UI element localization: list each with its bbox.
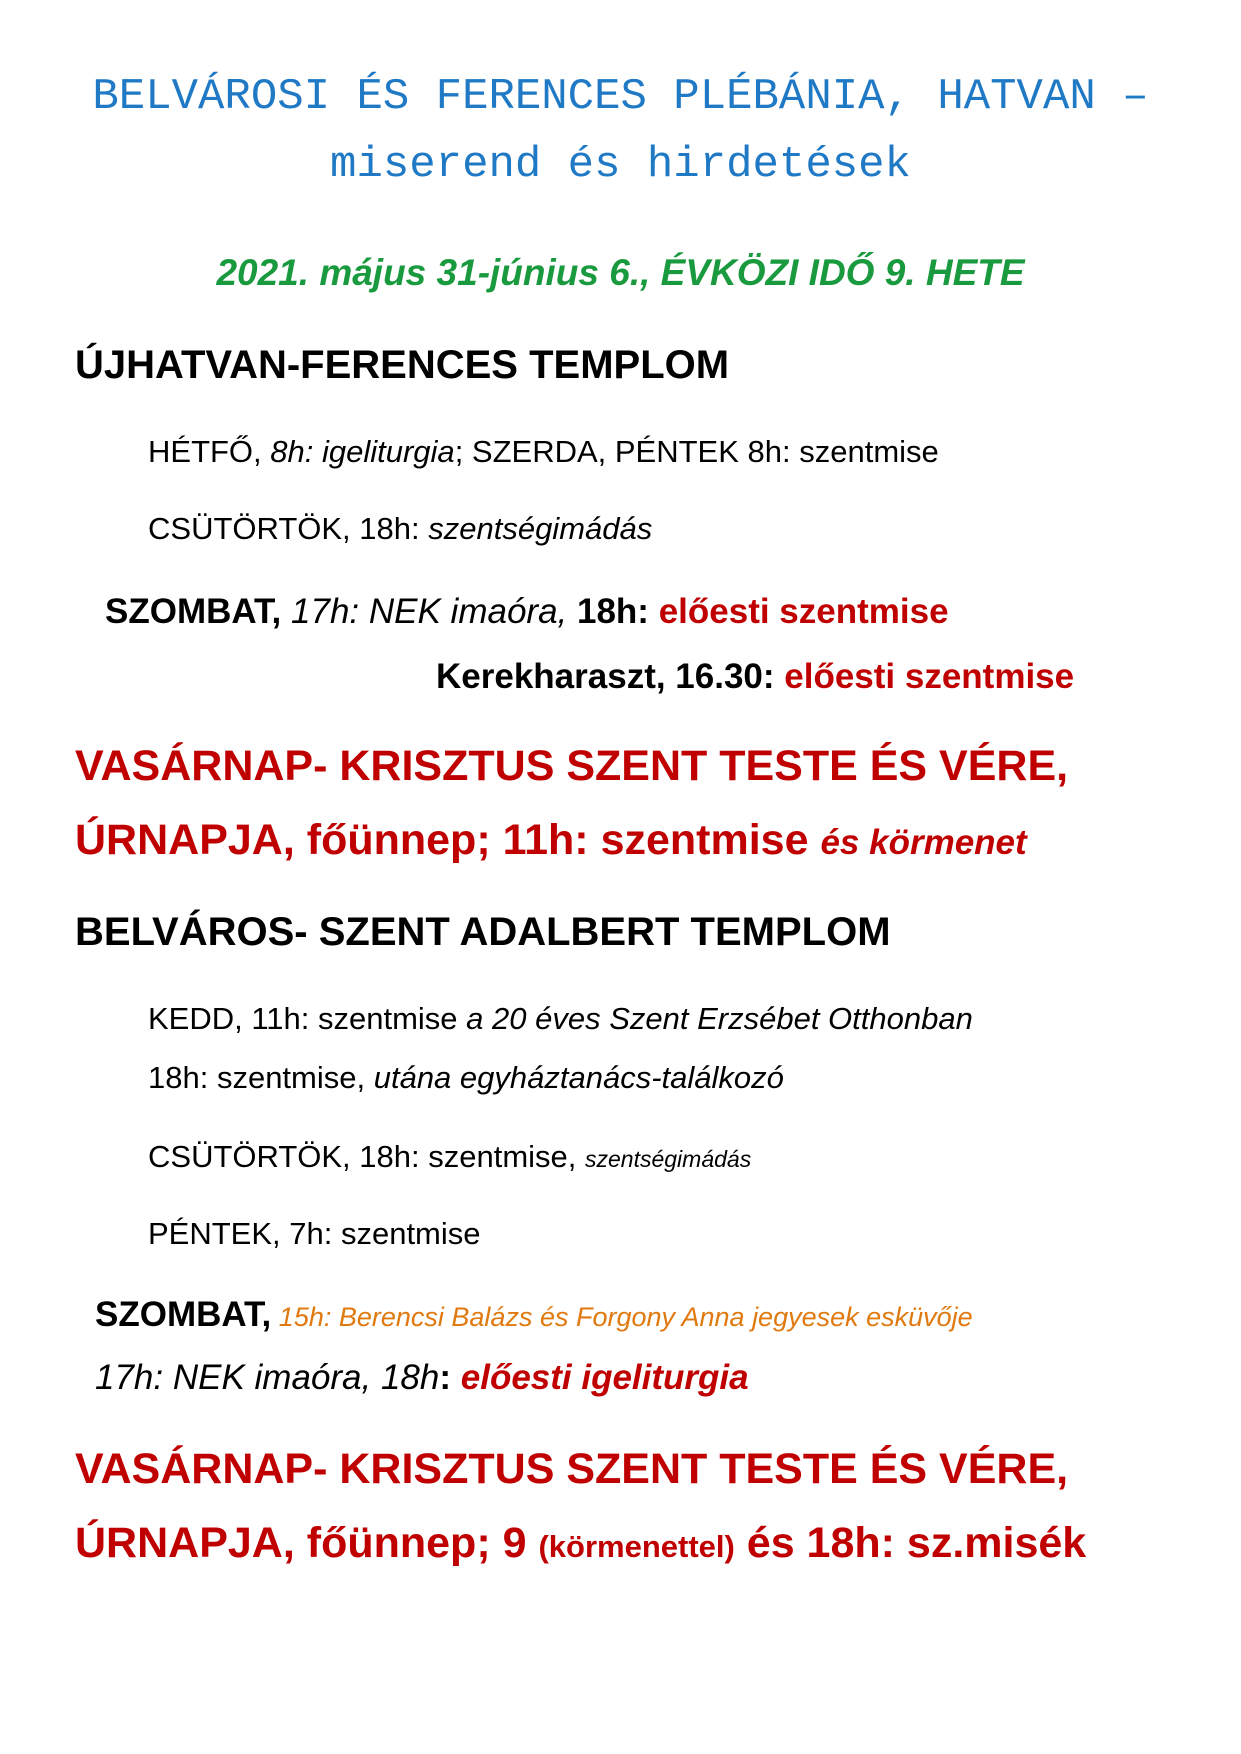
ferences-heading: ÚJHATVAN-FERENCES TEMPLOM	[75, 343, 730, 387]
belvaros-saturday-nek: 17h: NEK imaóra, 18h	[95, 1358, 440, 1397]
ferences-saturday-day: SZOMBAT,	[105, 592, 282, 631]
belvaros-saturday-day: SZOMBAT,	[95, 1295, 272, 1334]
belvaros-friday-line: PÉNTEK, 7h: szentmise	[148, 1216, 481, 1251]
ferences-sunday-feast: ÚRNAPJA, főünnep; 11h: szentmise	[75, 816, 821, 864]
belvaros-thursday-line	[148, 1139, 751, 1175]
belvaros-tuesday-place: a 20 éves Szent Erzsébet Otthonban	[466, 1001, 973, 1036]
ferences-monday-day: HÉTFŐ,	[148, 434, 271, 469]
belvaros-saturday-colon: :	[439, 1358, 452, 1397]
ferences-sunday-procession: és körmenet	[820, 823, 1027, 862]
belvaros-saturday-liturgy: előesti igeliturgia	[451, 1358, 749, 1397]
belvaros-sunday-line2	[75, 1519, 1086, 1568]
kerekharaszt-time: Kerekharaszt, 16.30:	[436, 657, 775, 696]
ferences-thursday-line	[148, 511, 652, 547]
belvaros-thursday-adoration: szentségimádás	[585, 1146, 752, 1172]
page-title: BELVÁROSI ÉS FERENCES PLÉBÁNIA, HATVAN –	[92, 72, 1149, 122]
ferences-thursday-time: CSÜTÖRTÖK, 18h:	[148, 511, 429, 546]
ferences-sunday-line1: VASÁRNAP- KRISZTUS SZENT TESTE ÉS VÉRE,	[75, 742, 1069, 790]
belvaros-heading: BELVÁROS- SZENT ADALBERT TEMPLOM	[75, 910, 891, 954]
belvaros-saturday-line1	[95, 1295, 973, 1335]
ferences-thursday-detail: szentségimádás	[428, 511, 653, 546]
ferences-saturday-mass: előesti szentmise	[648, 592, 949, 631]
belvaros-thursday-time: CSÜTÖRTÖK, 18h: szentmise,	[148, 1139, 585, 1174]
belvaros-tuesday-meeting: utána egyháztanács-találkozó	[373, 1060, 784, 1095]
belvaros-sunday-procession: (körmenettel)	[538, 1529, 735, 1564]
belvaros-sunday-masses: sz.misék	[894, 1519, 1087, 1567]
belvaros-sunday-feast: ÚRNAPJA, főünnep; 9	[75, 1519, 539, 1567]
ferences-sunday-line2	[75, 816, 1027, 865]
date-line: 2021. május 31-június 6., ÉVKÖZI IDŐ 9. HETE	[216, 252, 1025, 293]
belvaros-saturday-line2	[95, 1358, 749, 1398]
ferences-saturday-nek: 17h: NEK imaóra,	[281, 592, 568, 631]
kerekharaszt-line	[436, 657, 1074, 697]
ferences-wed-fri: ; SZERDA, PÉNTEK 8h: szentmise	[454, 434, 939, 469]
belvaros-sunday-time: és 18h:	[734, 1519, 895, 1567]
ferences-monday-detail: 8h: igeliturgia	[270, 434, 455, 469]
page-subtitle: miserend és hirdetések	[330, 140, 911, 190]
belvaros-tuesday-line1	[148, 1001, 973, 1037]
belvaros-saturday-wedding: 15h: Berencsi Balázs és Forgony Anna jegyesek esküvője	[271, 1302, 973, 1332]
ferences-monday-line	[148, 434, 939, 470]
belvaros-tuesday-line2	[148, 1060, 784, 1096]
belvaros-tuesday-time: KEDD, 11h: szentmise	[148, 1001, 467, 1036]
ferences-saturday-line	[105, 592, 949, 632]
belvaros-sunday-line1: VASÁRNAP- KRISZTUS SZENT TESTE ÉS VÉRE,	[75, 1445, 1069, 1493]
kerekharaszt-mass: előesti szentmise	[774, 657, 1075, 696]
belvaros-tuesday-evening: 18h: szentmise,	[148, 1060, 374, 1095]
ferences-saturday-time: 18h:	[567, 592, 649, 631]
